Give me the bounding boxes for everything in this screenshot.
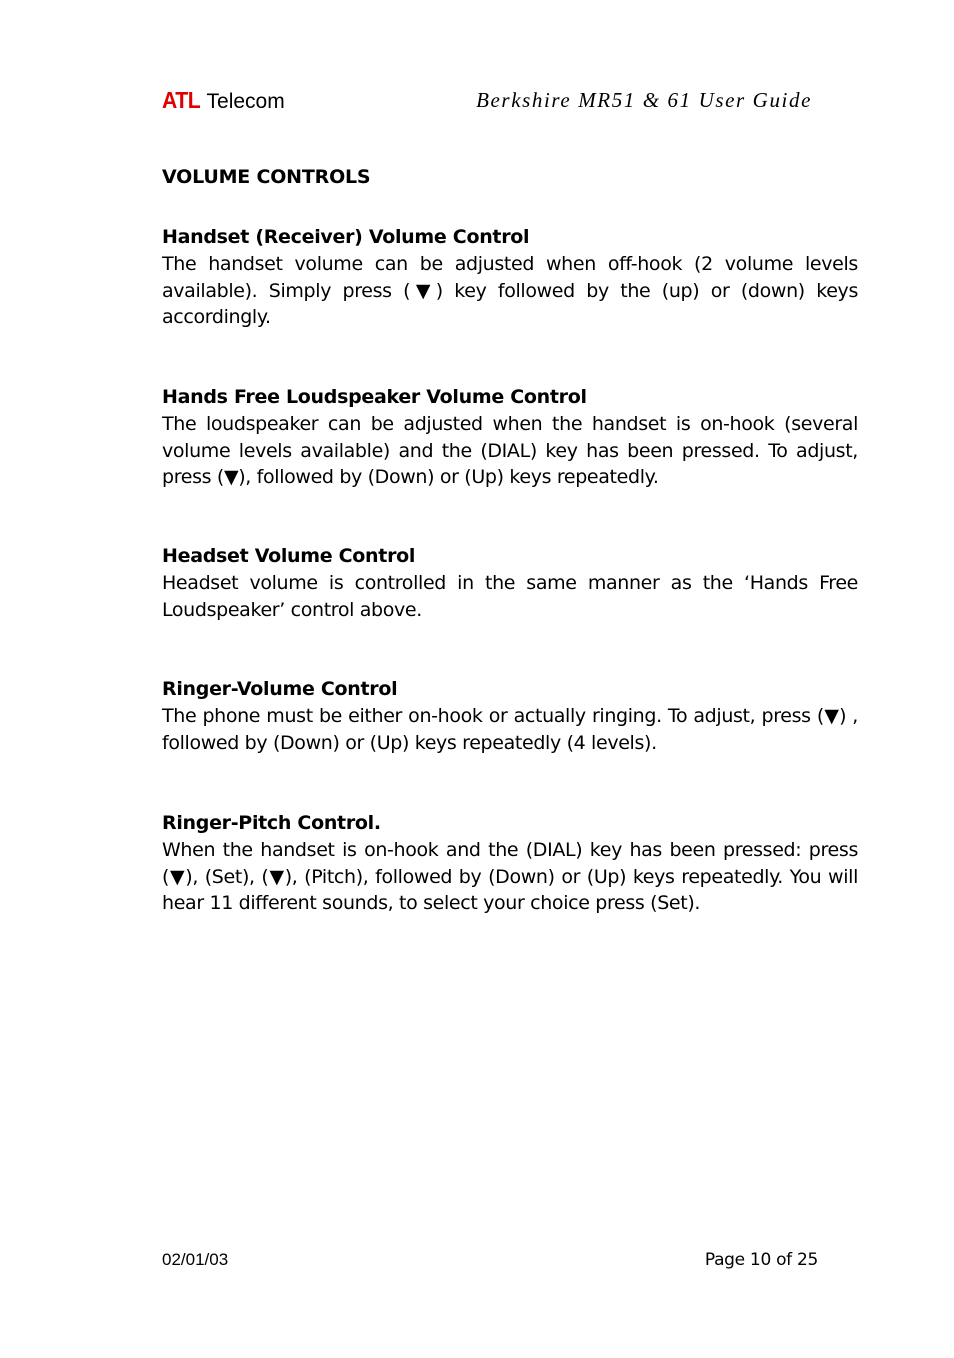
section-heading: Ringer-Pitch Control. xyxy=(162,812,381,834)
section-body: When the handset is on-hook and the (DIAL) key has been pressed: press (▼), (Set), (▼), (Pitch), followed by (Down) or (Up) keys repeatedly. You will hear 11 different sounds, to select your choice press (Set). xyxy=(162,839,858,914)
section-handsfree-volume xyxy=(162,384,858,491)
section-heading: Ringer-Volume Control xyxy=(162,678,398,700)
section-handset-volume xyxy=(162,224,858,331)
brand-logo-atl: ATL xyxy=(162,87,201,113)
header-brand xyxy=(162,86,285,116)
section-heading: Handset (Receiver) Volume Control xyxy=(162,226,530,248)
footer-date: 02/01/03 xyxy=(162,1250,229,1269)
section-body: The phone must be either on-hook or actually ringing. To adjust, press (▼) , followed by (Down) or (Up) keys repeatedly (4 levels). xyxy=(162,705,858,754)
brand-name: Telecom xyxy=(206,90,285,113)
section-heading: Headset Volume Control xyxy=(162,545,416,567)
section-ringer-pitch xyxy=(162,810,858,917)
guide-title: Berkshire MR51 & 61 User Guide xyxy=(476,88,812,112)
section-body: The handset volume can be adjusted when off-hook (2 volume levels available). Simply press (▼) key followed by the (up) or (down) keys accordingly. xyxy=(162,253,858,328)
section-ringer-volume xyxy=(162,676,858,756)
page-title: VOLUME CONTROLS xyxy=(162,166,371,188)
section-body: The loudspeaker can be adjusted when the handset is on-hook (several volume levels available) and the (DIAL) key has been pressed. To adjust, press (▼), followed by (Down) or (Up) keys repeatedly. xyxy=(162,413,858,488)
section-body: Headset volume is controlled in the same manner as the ‘Hands Free Loudspeaker’ control above. xyxy=(162,572,858,621)
footer-page-number: Page 10 of 25 xyxy=(704,1250,818,1270)
section-headset-volume xyxy=(162,543,858,623)
section-heading: Hands Free Loudspeaker Volume Control xyxy=(162,386,587,408)
